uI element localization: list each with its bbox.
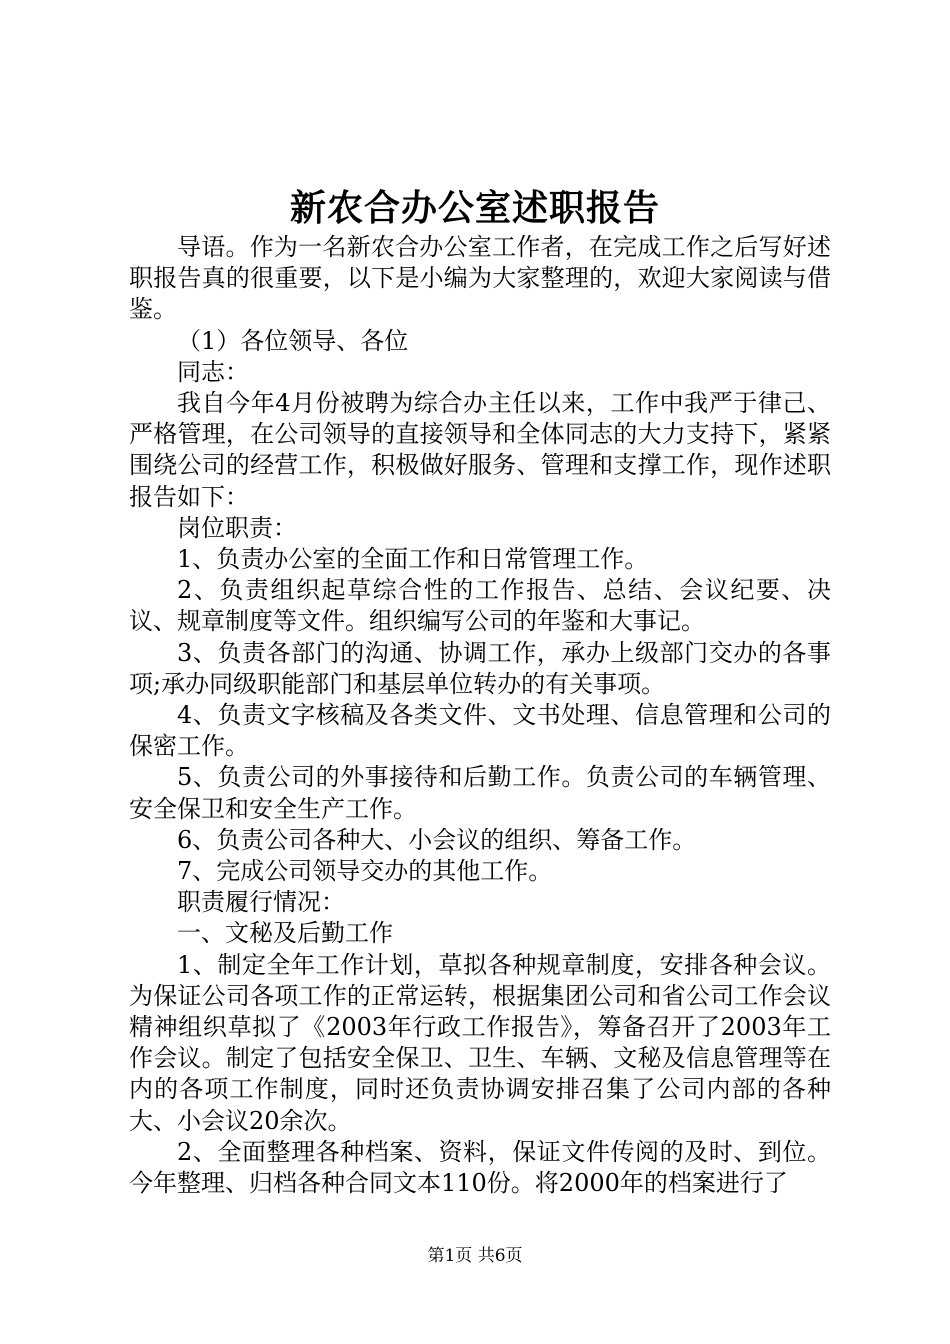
page-footer: 第1页 共6页 (427, 1246, 523, 1266)
duty-item-2: 2、负责组织起草综合性的工作报告、总结、会议纪要、决议、规章制度等文件。组织编写公司的年鉴和大事记。 (129, 576, 831, 636)
duty-item-3: 3、负责各部门的沟通、协调工作，承办上级部门交办的各事项;承办同级职能部门和基层单位转办的有关事项。 (129, 638, 831, 698)
duty-item-7: 7、完成公司领导交办的其他工作。 (177, 857, 553, 886)
paragraph-salutation-cont: 同志： (177, 357, 249, 386)
paragraph-salutation: （1）各位领导、各位 (177, 326, 409, 355)
duty-item-5: 5、负责公司的外事接待和后勤工作。负责公司的车辆管理、安全保卫和安全生产工作。 (129, 763, 831, 823)
duty-item-6: 6、负责公司各种大、小会议的组织、筹备工作。 (177, 825, 697, 854)
performance-item-2: 2、全面整理各种档案、资料，保证文件传阅的及时、到位。今年整理、归档各种合同文本110份。将2000年的档案进行了 (129, 1137, 831, 1198)
performance-item-1: 1、制定全年工作计划，草拟各种规章制度，安排各种会议。为保证公司各项工作的正常运转，根据集团公司和省公司工作会议精神组织草拟了《2003年行政工作报告》，筹备召开了2003年工作会议。制定了包括安全保卫、卫生、车辆、文秘及信息管理等在内的各项工作制度，同时还负责协调安排召集了公司内部的各种大、小会议20余次。 (129, 950, 831, 1135)
duty-item-4: 4、负责文字核稿及各类文件、文书处理、信息管理和公司的保密工作。 (129, 701, 831, 761)
duty-item-1: 1、负责办公室的全面工作和日常管理工作。 (177, 545, 649, 574)
subsection-heading-secretarial: 一、文秘及后勤工作 (177, 919, 393, 948)
paragraph-intro: 导语。作为一名新农合办公室工作者，在完成工作之后写好述职报告真的很重要，以下是小编为大家整理的，欢迎大家阅读与借鉴。 (129, 233, 831, 324)
document-body (129, 232, 831, 1199)
paragraph-opening: 我自今年4月份被聘为综合办主任以来，工作中我严于律己、严格管理，在公司领导的直接领导和全体同志的大力支持下，紧紧围绕公司的经营工作，积极做好服务、管理和支撑工作，现作述职报告如下： (129, 389, 831, 511)
section-heading-performance: 职责履行情况： (177, 888, 345, 917)
document-title: 新农合办公室述职报告 (289, 187, 660, 229)
section-heading-duties: 岗位职责： (177, 513, 297, 542)
